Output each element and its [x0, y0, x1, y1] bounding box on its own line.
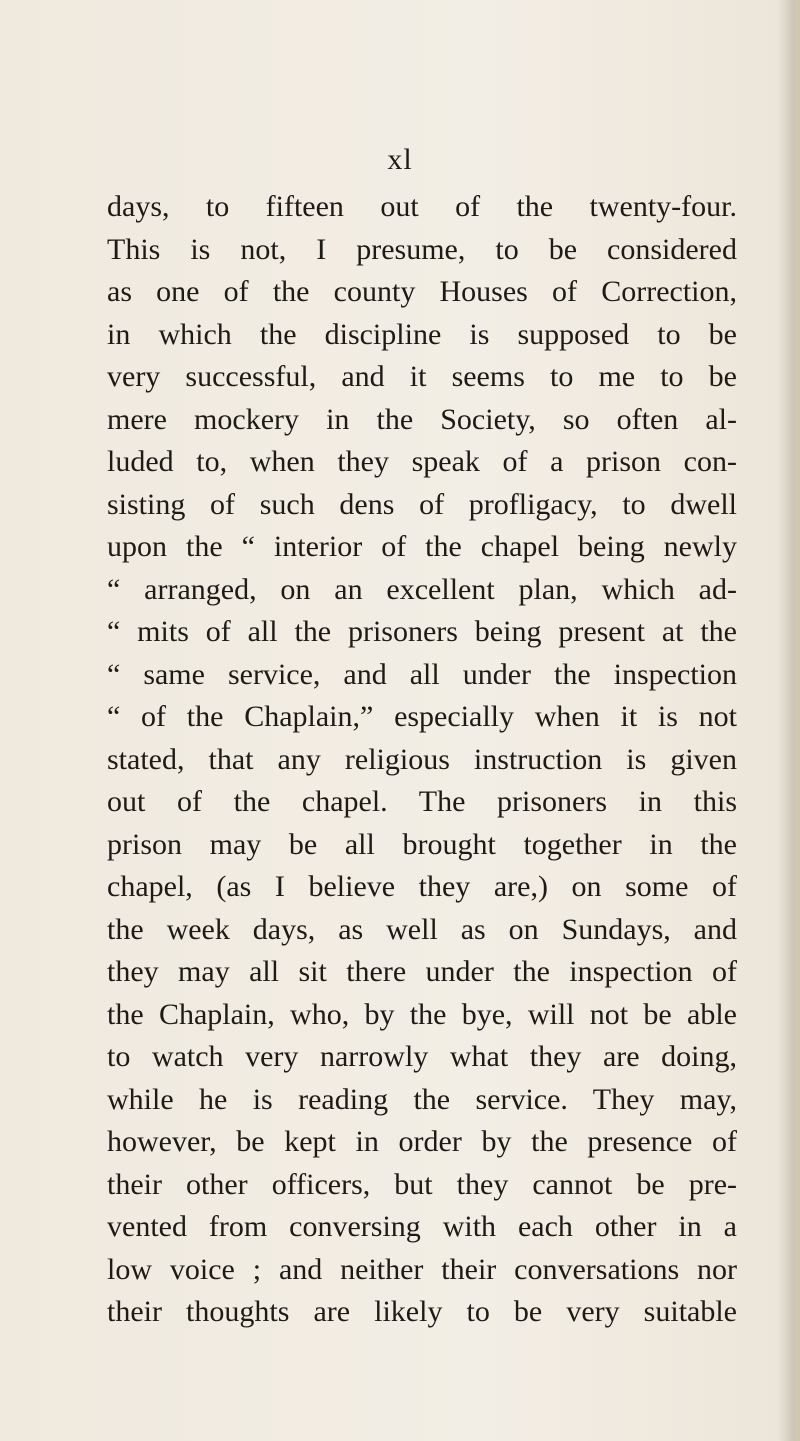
text-line: prison may be all brought together in the [107, 827, 737, 861]
text-line: days, to fifteen out of the twenty-four. [107, 190, 737, 223]
text-line: chapel, (as I believe they are,) on some of [107, 870, 737, 903]
text-line: luded to, when they speak of a prison con- [107, 445, 737, 478]
text-line: low voice ; and neither their conversations nor [107, 1252, 737, 1286]
page-number: xl [387, 143, 413, 176]
text-line: very successful, and it seems to me to be [107, 360, 737, 393]
text-line: upon the “ interior of the chapel being newly [107, 530, 737, 563]
text-line: mere mockery in the Society, so often al- [107, 402, 737, 436]
text-line: while he is reading the service. They may, [107, 1082, 737, 1116]
text-line: sisting of such dens of profligacy, to dwell [107, 487, 737, 521]
text-line: “ same service, and all under the inspection [107, 657, 737, 691]
text-line: the week days, as well as on Sundays, and [107, 912, 737, 946]
text-line: however, be kept in order by the presence of [107, 1125, 737, 1158]
text-line: they may all sit there under the inspection of [107, 955, 737, 988]
text-line: stated, that any religious instruction is given [107, 742, 737, 776]
text-line: vented from conversing with each other in a [107, 1210, 737, 1243]
text-line: out of the chapel. The prisoners in this [107, 785, 737, 818]
text-line: “ mits of all the prisoners being present at the [107, 615, 737, 648]
page-edge-shadow [778, 0, 800, 1441]
text-line: This is not, I presume, to be considered [107, 232, 737, 266]
text-line: the Chaplain, who, by the bye, will not be able [107, 997, 737, 1031]
text-line: as one of the county Houses of Correction, [107, 275, 737, 308]
text-line: their thoughts are likely to be very suitable [107, 1295, 737, 1328]
text-line: in which the discipline is supposed to be [107, 317, 737, 351]
body-text [107, 186, 737, 1334]
text-line: “ of the Chaplain,” especially when it is not [107, 700, 737, 733]
text-line: their other officers, but they cannot be pre- [107, 1167, 737, 1201]
text-line: “ arranged, on an excellent plan, which ad- [107, 572, 737, 606]
text-line: to watch very narrowly what they are doing, [107, 1040, 737, 1073]
